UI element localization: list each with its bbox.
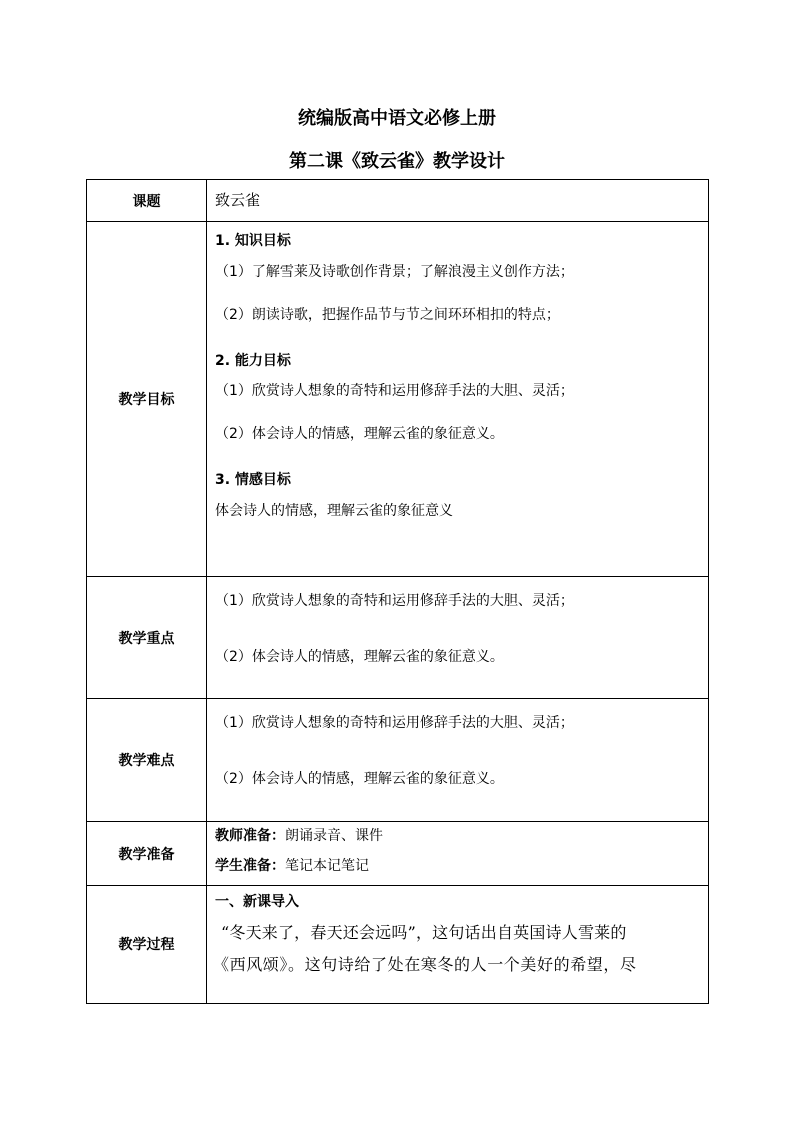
emotion-item-1: 体会诗人的情感，理解云雀的象征意义 — [215, 503, 453, 519]
lesson-plan-table — [86, 179, 709, 1004]
process-heading: 一、新课导入 — [215, 894, 299, 910]
topic-value — [207, 180, 709, 222]
goals-content — [207, 222, 709, 577]
knowledge-item-2: （2）朗读诗歌，把握作品节与节之间环环相扣的特点； — [215, 307, 560, 323]
table-row-goals — [87, 222, 709, 577]
ability-item-2: （2）体会诗人的情感，理解云雀的象征意义。 — [215, 426, 504, 442]
document-title: 统编版高中语文必修上册 — [298, 108, 496, 129]
knowledge-heading: 1. 知识目标 — [215, 233, 291, 249]
preparation-content — [207, 822, 709, 886]
key-points-label: 教学重点 — [87, 577, 207, 699]
student-prep-line — [215, 859, 702, 873]
emotion-heading: 3. 情感目标 — [215, 472, 291, 488]
process-line-2: 《西风颂》。这句诗给了处在寒冬的人一个美好的希望，尽 — [213, 955, 637, 974]
table-row-process — [87, 886, 709, 1004]
key-point-item-1: （1）欣赏诗人想象的奇特和运用修辞手法的大胆、灵活； — [215, 593, 574, 609]
difficulties-content — [207, 699, 709, 822]
ability-heading: 2. 能力目标 — [215, 353, 291, 369]
topic-text: 致云雀 — [215, 191, 261, 209]
table-row-difficulties — [87, 699, 709, 822]
process-label: 教学过程 — [118, 937, 175, 953]
knowledge-item-1: （1）了解雪莱及诗歌创作背景；了解浪漫主义创作方法； — [215, 264, 574, 280]
difficulty-item-1: （1）欣赏诗人想象的奇特和运用修辞手法的大胆、灵活； — [215, 715, 574, 731]
table-row-preparation — [87, 822, 709, 886]
student-prep-value: 笔记本记笔记 — [285, 858, 369, 874]
table-row-key-points — [87, 577, 709, 699]
document-subtitle: 第二课《致云雀》教学设计 — [289, 151, 505, 172]
process-line-1: “冬天来了，春天还会远吗”，这句话出自英国诗人雪莱的 — [221, 923, 627, 942]
student-prep-label: 学生准备： — [215, 858, 285, 874]
teacher-prep-label: 教师准备： — [215, 828, 285, 844]
key-point-item-2: （2）体会诗人的情感，理解云雀的象征意义。 — [215, 649, 504, 665]
process-content — [207, 886, 709, 1004]
preparation-label: 教学准备 — [87, 822, 207, 886]
ability-item-1: （1）欣赏诗人想象的奇特和运用修辞手法的大胆、灵活； — [215, 383, 574, 399]
teacher-prep-line — [215, 829, 702, 843]
process-body — [215, 917, 702, 981]
teacher-prep-value: 朗诵录音、课件 — [285, 828, 383, 844]
table-row-topic — [87, 180, 709, 222]
topic-label: 课题 — [87, 180, 207, 222]
difficulties-label: 教学难点 — [87, 699, 207, 822]
difficulty-item-2: （2）体会诗人的情感，理解云雀的象征意义。 — [215, 771, 504, 787]
key-points-content — [207, 577, 709, 699]
goals-label: 教学目标 — [87, 222, 207, 577]
process-label-cell — [87, 886, 207, 1004]
